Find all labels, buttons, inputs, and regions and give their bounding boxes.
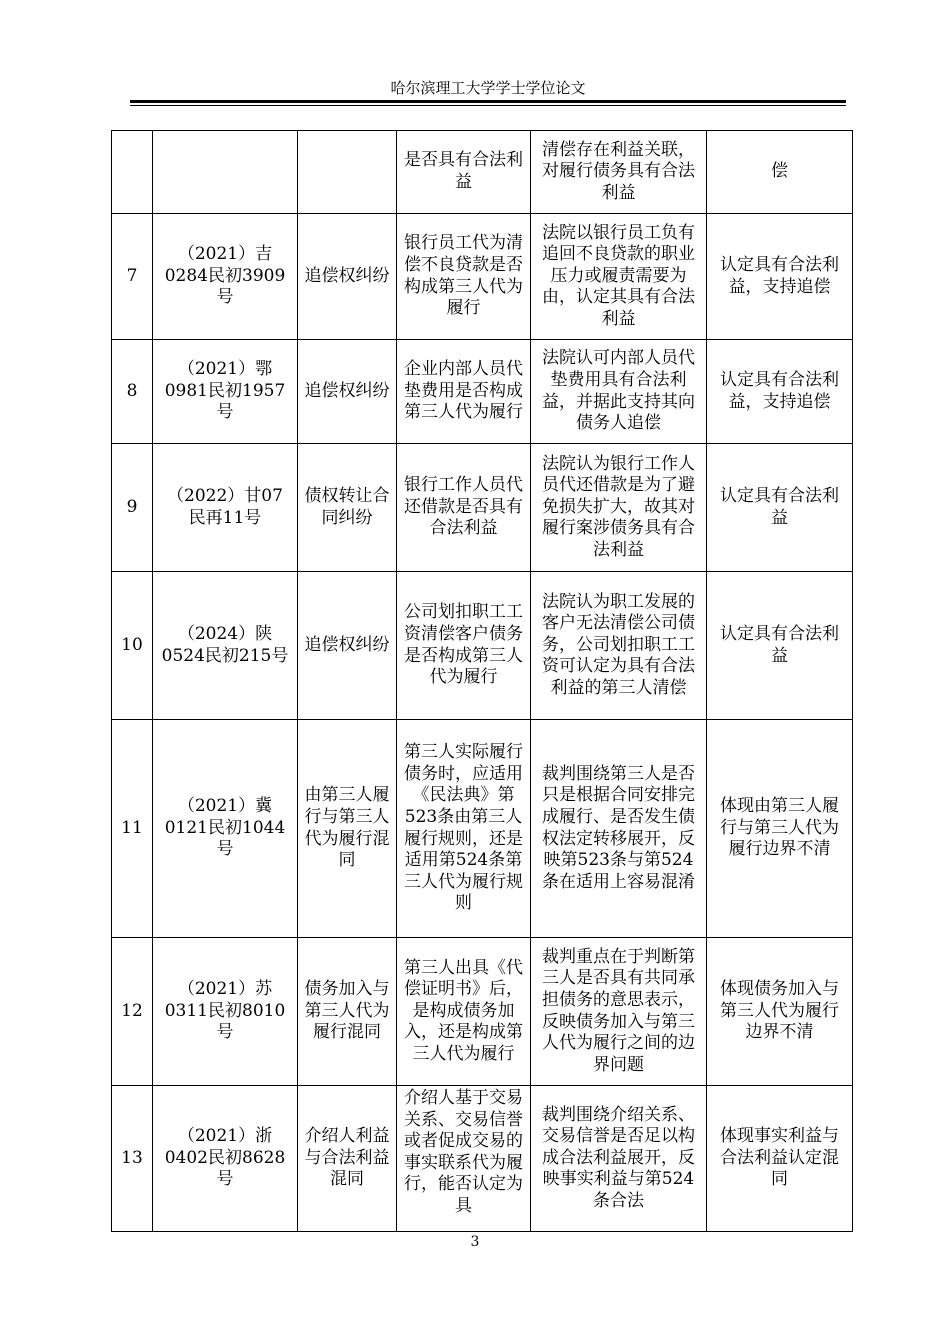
cell-cause: 债务加入与第三人代为履行混同 (298, 938, 397, 1086)
cell-issue: 公司划扣职工工资清偿客户债务是否构成第三人代为履行 (397, 572, 531, 720)
cell-case-no: （2021）吉0284民初3909号 (153, 214, 298, 340)
header-rule-thick (130, 100, 846, 103)
cell-no: 10 (112, 572, 153, 720)
cell-cause: 追偿权纠纷 (298, 214, 397, 340)
cell-case-no: （2021）鄂0981民初1957号 (153, 340, 298, 444)
cell-issue: 是否具有合法利益 (397, 131, 531, 214)
cell-reasoning: 清偿存在利益关联，对履行债务具有合法利益 (531, 131, 707, 214)
table-row (112, 572, 853, 720)
cell-reasoning: 裁判围绕第三人是否只是根据合同安排完成履行、是否发生债权法定转移展开，反映第523条与第524条在适用上容易混淆 (531, 720, 707, 938)
cell-case-no (153, 131, 298, 214)
cell-cause (298, 131, 397, 214)
cell-reasoning: 法院认为银行工作人员代还借款是为了避免损失扩大，故其对履行案涉债务具有合法利益 (531, 444, 707, 572)
cell-no: 12 (112, 938, 153, 1086)
cell-result: 体现事实利益与合法利益认定混同 (707, 1086, 853, 1232)
cell-result: 认定具有合法利益 (707, 572, 853, 720)
cell-case-no: （2021）冀0121民初1044号 (153, 720, 298, 938)
cell-cause: 介绍人利益与合法利益混同 (298, 1086, 397, 1232)
cell-result: 体现债务加入与第三人代为履行边界不清 (707, 938, 853, 1086)
table-row (112, 1086, 853, 1232)
cell-result: 体现由第三人履行与第三人代为履行边界不清 (707, 720, 853, 938)
table-row (112, 938, 853, 1086)
table-row (112, 444, 853, 572)
cell-reasoning: 法院认为职工发展的客户无法清偿公司债务，公司划扣职工工资可认定为具有合法利益的第三人清偿 (531, 572, 707, 720)
cell-reasoning: 裁判重点在于判断第三人是否具有共同承担债务的意思表示，反映债务加入与第三人代为履行之间的边界问题 (531, 938, 707, 1086)
cell-case-no: （2022）甘07民再11号 (153, 444, 298, 572)
cell-result: 认定具有合法利益 (707, 444, 853, 572)
page-header-title: 哈尔滨理工大学学士学位论文 (390, 79, 586, 97)
cell-reasoning: 裁判围绕介绍关系、交易信誉是否足以构成合法利益展开，反映事实利益与第524条合法 (531, 1086, 707, 1232)
cell-no: 7 (112, 214, 153, 340)
cell-reasoning: 法院认可内部人员代垫费用具有合法利益，并据此支持其向债务人追偿 (531, 340, 707, 444)
cell-cause: 追偿权纠纷 (298, 572, 397, 720)
case-table (111, 130, 853, 1232)
cell-issue: 企业内部人员代垫费用是否构成第三人代为履行 (397, 340, 531, 444)
cell-case-no: （2021）浙0402民初8628号 (153, 1086, 298, 1232)
cell-result: 认定具有合法利益，支持追偿 (707, 214, 853, 340)
cell-issue: 第三人实际履行债务时，应适用《民法典》第523条由第三人履行规则，还是适用第524条第三人代为履行规则 (397, 720, 531, 938)
page-number: 3 (470, 1234, 480, 1250)
cell-issue: 介绍人基于交易关系、交易信誉或者促成交易的事实联系代为履行，能否认定为具 (397, 1086, 531, 1232)
cell-no: 9 (112, 444, 153, 572)
cell-no: 8 (112, 340, 153, 444)
cell-cause: 债权转让合同纠纷 (298, 444, 397, 572)
table-row (112, 340, 853, 444)
table-row (112, 720, 853, 938)
cell-issue: 第三人出具《代偿证明书》后，是构成债务加入，还是构成第三人代为履行 (397, 938, 531, 1086)
table-row (112, 131, 853, 214)
cell-no: 11 (112, 720, 153, 938)
cell-no (112, 131, 153, 214)
cell-no: 13 (112, 1086, 153, 1232)
cell-reasoning: 法院以银行员工负有追回不良贷款的职业压力或履责需要为由，认定其具有合法利益 (531, 214, 707, 340)
table-row (112, 214, 853, 340)
header-rule-thin (130, 105, 846, 106)
cell-cause: 追偿权纠纷 (298, 340, 397, 444)
cell-cause: 由第三人履行与第三人代为履行混同 (298, 720, 397, 938)
cell-case-no: （2021）苏0311民初8010号 (153, 938, 298, 1086)
cell-issue: 银行工作人员代还借款是否具有合法利益 (397, 444, 531, 572)
cell-result: 偿 (707, 131, 853, 214)
cell-result: 认定具有合法利益，支持追偿 (707, 340, 853, 444)
cell-case-no: （2024）陕0524民初215号 (153, 572, 298, 720)
cell-issue: 银行员工代为清偿不良贷款是否构成第三人代为履行 (397, 214, 531, 340)
